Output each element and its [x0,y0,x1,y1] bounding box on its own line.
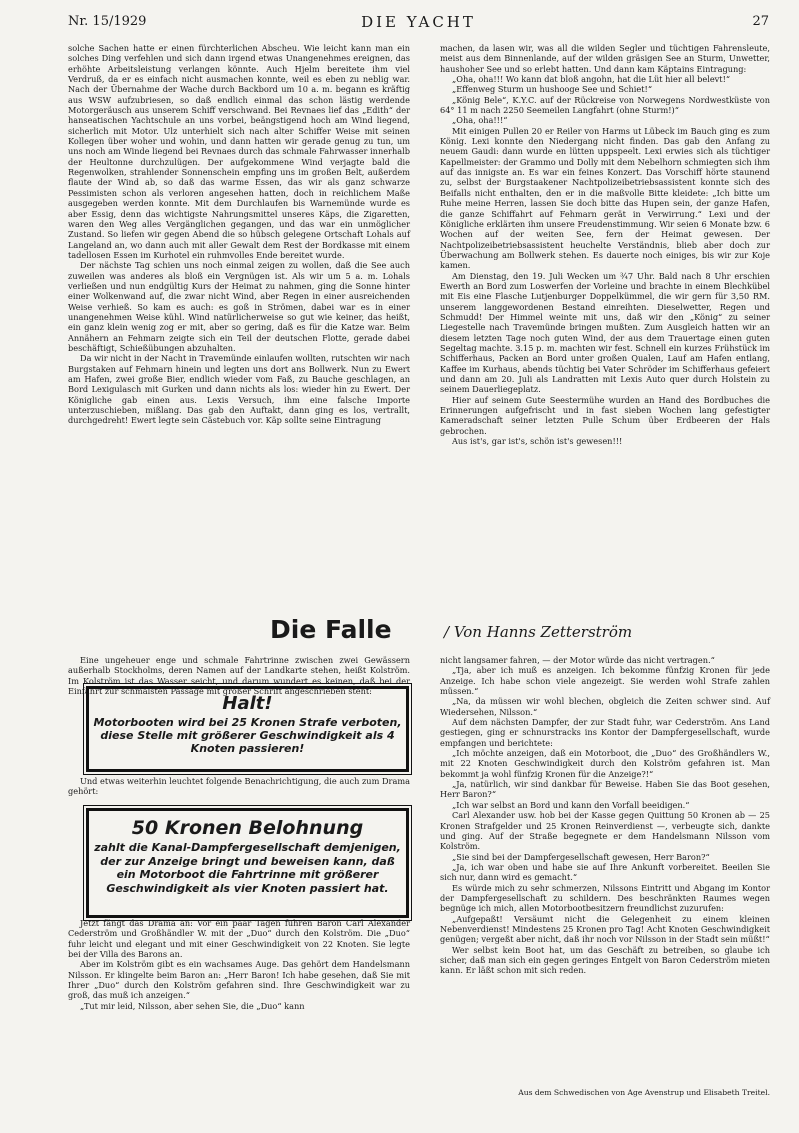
paragraph: „Ja, ich war oben und habe sie auf Ihre Ankunft vorbereitet. Beeilen Sie sich nur, dann wird es gemacht.“ [440,861,770,883]
paragraph: solche Sachen hatte er einen fürchterlichen Abscheu. Wie leicht kann man ein solches Ding verfehlen und sich dann irgend etwas Unangenehmes ereignen, das erhöhte Arbeitsleistung verlangen könnte. Auch Hjelm bereitete ihm viel Verdruß, da er es einfach nicht ausmachen konnte, weil es eben zu neblig war. Nach der Übernahme der Wache durch Backbord um 10 a. m. begann es kräftig aus WSW aufzubriesen, so daß endlich einmal das schon lästig werdende Motorgeräusch aus unserem Schiff verschwand. Bei Revnaes lief das „Edith“ der hanseatischen Yachtschule an uns vorbei, beängstigend hoch am Wind liegend, sicherlich mit Motor. Ulz unterhielt sich nach alter Schiffer Weise mit seinen Kollegen über woher und wohin, und dann hatten wir gerade genug zu tun, um uns noch am Winde liegend bei Revnaes durch das schmale Fahrwasser innerhalb der Heultonne durchzulügen. Der aufgekommene Wind verjagte bald die Regenwolken, strahlender Sonnenschein empfing uns im großen Belt, außerdem flaute der Wind ab, so daß das warme Essen, das wir als ganz schwarze Pessimisten schon als verloren angesehen hatten, doch in reichlichem Maße ausgegeben werden konnte. Mit dem Durchlaufen bis Warnemünde wurde es aber Essig, denn das wichtigste Nahrungsmittel unseres Käps, die Zigaretten, waren den Weg alles Vergänglichen gegangen, und das war ein unmöglicher Zustand. So liefen wir gegen Abend die so hübsch gelegene Ortschaft Lohals auf Langeland an, wo dann auch mit aller Gewalt dem Rest der Bordkasse mit einem tadellosen Essen im Kurhotel ein ruhmvolles Ende bereitet wurde. [68,43,410,260]
reward-notice-heading: 50 Kronen Belohnung [131,817,364,839]
page-number: 27 [752,14,769,29]
paragraph: Und etwas weiterhin leuchtet folgende Benachrichtigung, die auch zum Drama gehört: [68,776,410,797]
warning-sign-heading: Halt! [222,693,273,714]
magazine-title: DIE YACHT [361,13,476,31]
paragraph: Eine ungeheuer enge und schmale Fahrtrinne zwischen zwei Gewässern außerhalb Stockholms, deren Namen auf der Landkarte stehen, heißt Kolström. Im Kolström ist das Wasser seicht, und darum wundert es keinen, daß bei der Einfahrt zur schmalsten Passage mit großer Schrift angeschrieben steht: [68,655,410,697]
story-byline: / Von Hanns Zetterström [444,623,633,641]
reward-notice-text: zahlt die Kanal-Dampfergesellschaft demjenigen, der zur Anzeige bringt und beweisen kann, daß ein Motorboot die Fahrtrinne mit größerer Geschwindigkeit als vier Knoten passiert hat. [94,841,401,895]
story-column-left [68,918,410,1128]
paragraph: „Ja, natürlich, wir sind dankbar für Beweise. Haben Sie das Boot gesehen, Herr Baron?“ [440,779,770,800]
paragraph: Am Dienstag, den 19. Juli Wecken um ¾7 Uhr. Bald nach 8 Uhr erschien Ewerth an Bord zum Loswerfen der Vorleine und brachte in einem Blechkübel mit Eis eine Flasche Lutjenburger Doppelkümmel, die wir gern für 3,50 RM. unserem langgewordenen Bestand einreihten. Dieselwetter, Regen und Schmudd! Der Himmel weinte mit uns, daß wir den „König“ zu seiner Liegestelle nach Travemünde bringen mußten. Zum Ausgleich hatten wir an diesem letzten Tage noch guten Wind, der aus dem Trauertage einen guten Segeltag machte. 3.15 p. m. machten wir fest. Schnell ein kurzes Frühstück im Schifferhaus, Packen an Bord unter großen Qualen, Lauf am Hafen entlang, Kaffee im Kurhaus, abends tüchtig bei Vater Schröder im Schifferhaus gefeiert und dann am 20. Juli als Landratten mit Lexis Auto quer durch Holstein zu seinem Dauerliegeplatz. [440,270,770,395]
article-column-right [440,43,770,605]
story-column-right [440,655,770,1110]
paragraph: „Effenweg Sturm un hushooge See und Schiet!“ [452,84,653,95]
paragraph: nicht langsamer fahren, — der Motor würde das nicht vertragen.“ [440,655,715,665]
paragraph: Mit einigen Pullen 20 er Reiler von Harms ut Lübeck im Bauch ging es zum König. Lexi konnte den Niedergang nicht finden. Das gab den Anfang zu neuem Gaudi: dann wurde en lütten uppspeelt. Lexi erwies sich als tüchtiger Kapellmeister: der Grammo und Dolly mit dem Nebelhorn schmiegten sich ihm auf das innigste an. Es war ein feines Konzert. Das Vorschiff hörte staunend zu, selbst der Burgstaakener Nachtpolizeibetriebsassistent konnte sich des Beifalls nicht enthalten, den er in die maßvolle Bitte kleidete: „Ich bitte um Ruhe meine Herren, lassen Sie doch bitte das Hupen sein, der ganze Hafen, die ganze Schiffahrt auf Fehmarn gerät in Verwirrung.“ Lexi und der Königliche erklärten ihm unsere Freudenstimmung. Wir seien 6 Monate bzw. 6 Wochen auf der weiten See, fern der Heimat gewesen. Der Nachtpolizeibetriebsassistent heuchelte Verständnis, blieb aber doch zur Überwachung am Bollwerk stehen. Es dauerte noch einiges, bis wir zur Koje kamen. [440,125,770,271]
paragraph: Carl Alexander usw. hob bei der Kasse gegen Quittung 50 Kronen ab — 25 Kronen Strafgelder und 25 Kronen Reinverdienst —, verbeugte sich, dankte und ging. Auf der Straße begegnete er dem Handelsmann Nilsson vom Kolström. [440,810,770,852]
paragraph: „Sie sind bei der Dampfergesellschaft gewesen, Herr Baron?“ [452,851,710,862]
paragraph: „Tut mir leid, Nilsson, aber sehen Sie, die „Duo“ kann [80,1000,305,1011]
story-intro [68,655,410,697]
paragraph: Hier auf seinem Gute Seestermühe wurden an Hand des Bordbuches die Erinnerungen aufgefrischt und in fast sieben Wochen lang gefestigter Kameradschaft seiner letzten Pulle Schum über Erdbeeren der Hals gebrochen. [440,394,770,436]
paragraph: Aus ist's, gar ist's, schön ist's gewesen!!! [452,436,623,447]
paragraph: „Oha, oha!!!“ [452,115,508,126]
paragraph: „Tja, aber ich muß es anzeigen. Ich bekomme fünfzig Kronen für jede Anzeige. Ich habe schon viele angezeigt. Sie werden wohl Strafe zahlen müssen.“ [440,665,770,697]
page-header [68,14,769,36]
story-title: Die Falle [270,615,392,644]
paragraph: Jetzt fängt das Drama an: Vor ein paar Tagen fuhren Baron Carl Alexander Cederström und Großhändler W. mit der „Duo“ durch den Kolström. Die „Duo“ fuhr leicht und elegant und mit einer Geschwindigkeit von 22 Knoten. Sie legte bei der Villa des Barons an. [68,918,410,960]
paragraph: „Ich möchte anzeigen, daß ein Motorboot, die „Duo“ des Großhändlers W., mit 22 Knoten Geschwindigkeit durch den Kolström gefahren ist. Man bekommt ja wohl fünfzig Kronen für die Anzeige?!“ [440,748,770,779]
paragraph: Der nächste Tag schien uns noch einmal zeigen zu wollen, daß die See auch zuweilen was anderes als bloß ein Vergnügen ist. Als wir um 5 a. m. Lohals verließen und nun endgültig Kurs der Heimat zu nahmen, ging die Sonne hinter einer Wolkenwand auf, die zwar nicht Wind, aber Regen in einer ausreichenden Weise verhieß. So kam es auch: es goß in Strömen, dabei war es in einer unangenehmen Weise kühl. Wind natürlicherweise so gut wie keiner, das heißt, ein ganz klein wenig zog er mit, aber so gering, daß es für die Katze war. Beim Annähern an Fehmarn zeigte sich ein Teil der deutschen Flotte, gerade dabei beschäftigt, Schießübungen abzuhalten. [68,260,410,353]
paragraph: machen, da lasen wir, was all die wilden Segler und tüchtigen Fahrensleute, meist aus dem Binnenlande, auf der wilden gräsigen See an Sturm, Unwetter, haushoher See und so erlebt hatten. Und dann kam Käptains Eintragung: [440,43,770,74]
story-transition [68,776,410,800]
paragraph: „Na, da müssen wir wohl blechen, obgleich die Zeiten schwer sind. Auf Wiedersehen, Nilsson.“ [440,696,770,717]
translation-credit: Aus dem Schwedischen von Age Avenstrup und Elisabeth Treitel. [518,1088,770,1097]
paragraph: Auf dem nächsten Dampfer, der zur Stadt fuhr, war Cederström. Ans Land gestiegen, ging er schnurstracks ins Kontor der Dampfergesellschaft, wurde empfangen und berichtete: [440,717,770,748]
paragraph: Es würde mich zu sehr schmerzen, Nilssons Eintritt und Abgang im Kontor der Dampfergesellschaft zu schildern. Des beschränkten Raumes wegen begnüge ich mich, allen Motorbootbesitzern freundlichst zuzurufen: [440,882,770,914]
paragraph: „Oha, oha!!! Wo kann dat bloß angohn, hat die Lüt hier all belevt!“ [452,74,731,85]
paragraph: Da wir nicht in der Nacht in Travemünde einlaufen wollten, rutschten wir nach Burgstaken auf Fehmarn hinein und legten uns dort ans Bollwerk. Nun zu Ewert am Hafen, zwei große Bier, endlich wieder vom Faß, zu Bauche geschlagen, an Bord Lexigulasch mit Gurken und dann nichts als los: wieder hin zu Ewert. Der Königliche gab einen aus. Lexis Versuch, ihm eine falsche Importe unterzuschieben, mißlang. Das gab den Auftakt, dann ging es los, vertrallt, durchgedreht! Ewert legte sein Cästebuch vor. Käp sollte seine Eintragung [68,353,410,426]
warning-sign-text: Motorbooten wird bei 25 Kronen Strafe verboten, diese Stelle mit größerer Geschwindigkeit als 4 Knoten passieren! [93,716,402,755]
paragraph: Aber im Kolström gibt es ein wachsames Auge. Das gehört dem Handelsmann Nilsson. Er klingelte beim Baron an: „Herr Baron! Ich habe gesehen, daß Sie mit Ihrer „Duo“ durch den Kolström gefahren sind. Ihre Geschwindigkeit war zu groß, das muß ich anzeigen.“ [68,959,410,1001]
story-heading [60,615,769,649]
paragraph: Wer selbst kein Boot hat, um das Geschäft zu betreiben, so glaube ich sicher, daß man sich ein gegen geringes Entgelt von Baron Cederström mieten kann. Er läßt schon mit sich reden. [440,944,770,976]
warning-sign-box [86,686,409,772]
reward-notice-box [86,808,409,918]
paragraph: „Aufgepaßt! Versäumt nicht die Gelegenheit zu einem kleinen Nebenverdienst! Mindestens 25 Kronen pro Tag! Acht Knoten Geschwindigkeit genügen; vergeßt aber nicht, daß ihr noch vor Nilsson in der Stadt sein müßt!“ [440,913,770,945]
paragraph: „König Bele“, K.Y.C. auf der Rückreise von Norwegens Nordwestküste von 64° 11 m nach 2250 Seemeilen Langfahrt (ohne Sturm!)“ [440,94,770,116]
issue-number: Nr. 15/1929 [68,14,147,29]
article-column-left [68,43,410,605]
paragraph: „Ich war selbst an Bord und kann den Vorfall beeidigen.“ [452,799,690,810]
